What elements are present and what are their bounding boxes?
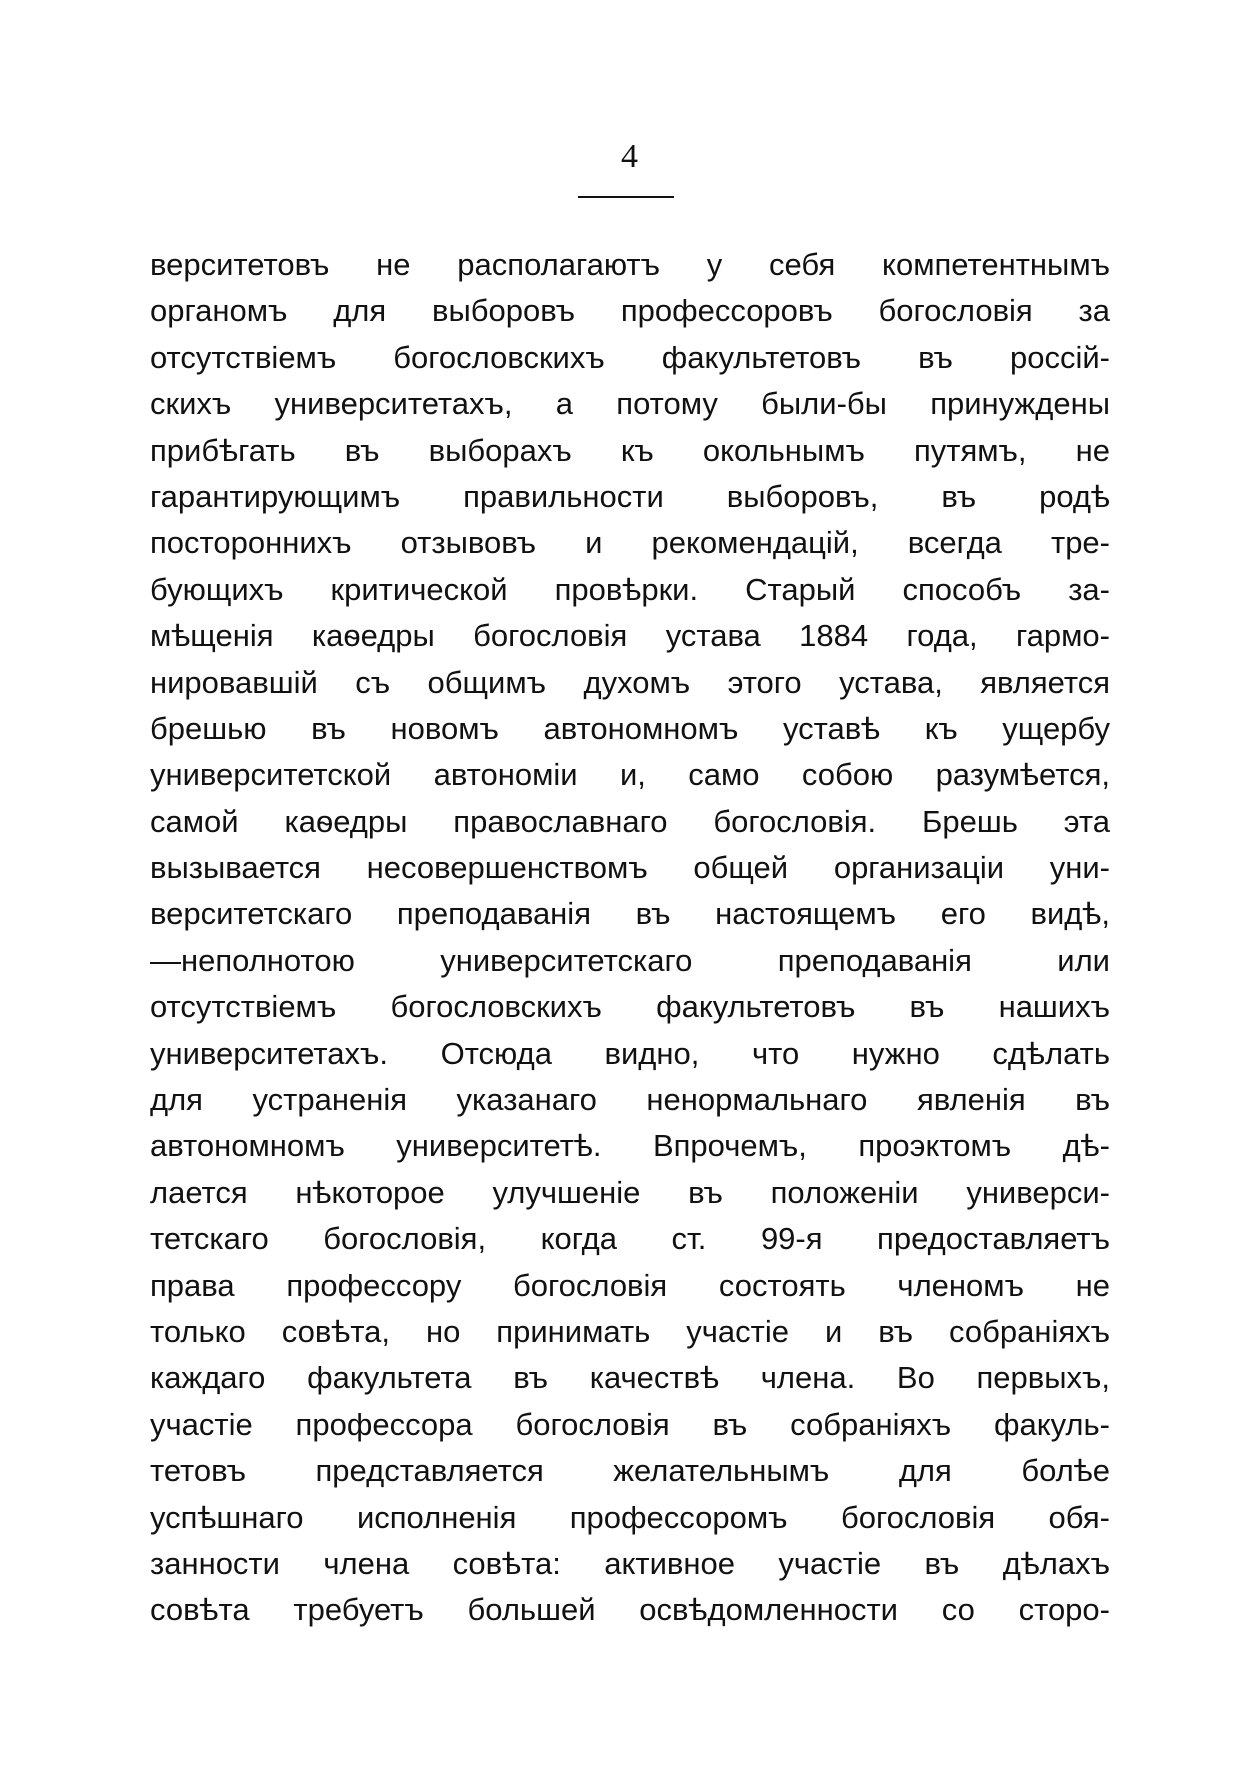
text-line: каждаго факультета въ качествѣ члена. Во первыхъ, — [150, 1360, 1110, 1396]
text-line: университетахъ. Отсюда видно, что нужно сдѣлать — [150, 1035, 1110, 1071]
page-number-rule — [578, 196, 674, 198]
text-line: университетской автономіи и, само собою разумѣется, — [150, 757, 1110, 793]
text-line: права профессору богословія состоять членомъ не — [150, 1267, 1110, 1303]
text-line: совѣта требуетъ большей освѣдомленности со сторо- — [150, 1592, 1110, 1628]
text-line: автономномъ университетѣ. Впрочемъ, проэктомъ дѣ- — [150, 1128, 1110, 1164]
text-line: вызывается несовершенствомъ общей организаціи уни- — [150, 850, 1110, 886]
text-line: только совѣта, но принимать участіе и въ собраніяхъ — [150, 1313, 1110, 1349]
text-line: для устраненія указанаго ненормальнаго явленія въ — [150, 1082, 1110, 1118]
text-line: занности члена совѣта: активное участіе въ дѣлахъ — [150, 1545, 1110, 1581]
text-line: нировавшій съ общимъ духомъ этого устава, является — [150, 664, 1110, 700]
text-line: постороннихъ отзывовъ и рекомендацій, всегда тре- — [150, 525, 1110, 561]
body-text — [150, 242, 1110, 1634]
text-line: скихъ университетахъ, а потому были-бы принуждены — [150, 386, 1110, 422]
text-line: органомъ для выборовъ профессоровъ богословія за — [150, 293, 1110, 329]
text-line: самой каѳедры православнаго богословія. Брешь эта — [150, 803, 1110, 839]
text-line: верситетовъ не располагаютъ у себя компетентнымъ — [150, 247, 1110, 282]
text-line: мѣщенія каѳедры богословія устава 1884 года, гармо- — [150, 618, 1110, 654]
text-line: отсутствіемъ богословскихъ факультетовъ въ нашихъ — [150, 989, 1110, 1025]
text-line: тетовъ представляется желательнымъ для болѣе — [150, 1453, 1110, 1489]
text-line: —неполнотою университетскаго преподаванія или — [150, 942, 1110, 978]
text-line: верситетскаго преподаванія въ настоящемъ его видѣ, — [150, 896, 1110, 932]
text-line: брешью въ новомъ автономномъ уставѣ къ ущербу — [150, 710, 1110, 746]
page-number: 4 — [621, 138, 638, 175]
text-line: прибѣгать въ выборахъ къ окольнымъ путямъ, не — [150, 432, 1110, 468]
text-line: лается нѣкоторое улучшеніе въ положеніи универси- — [150, 1174, 1110, 1210]
text-line: бующихъ критической провѣрки. Старый способъ за- — [150, 571, 1110, 607]
text-line: отсутствіемъ богословскихъ факультетовъ въ россій- — [150, 339, 1110, 375]
text-line: успѣшнаго исполненія профессоромъ богословія обя- — [150, 1499, 1110, 1535]
text-line: тетскаго богословія, когда ст. 99-я предоставляетъ — [150, 1221, 1110, 1257]
text-line: участіе профессора богословія въ собраніяхъ факуль- — [150, 1406, 1110, 1442]
text-line: гарантирующимъ правильности выборовъ, въ родѣ — [150, 478, 1110, 514]
